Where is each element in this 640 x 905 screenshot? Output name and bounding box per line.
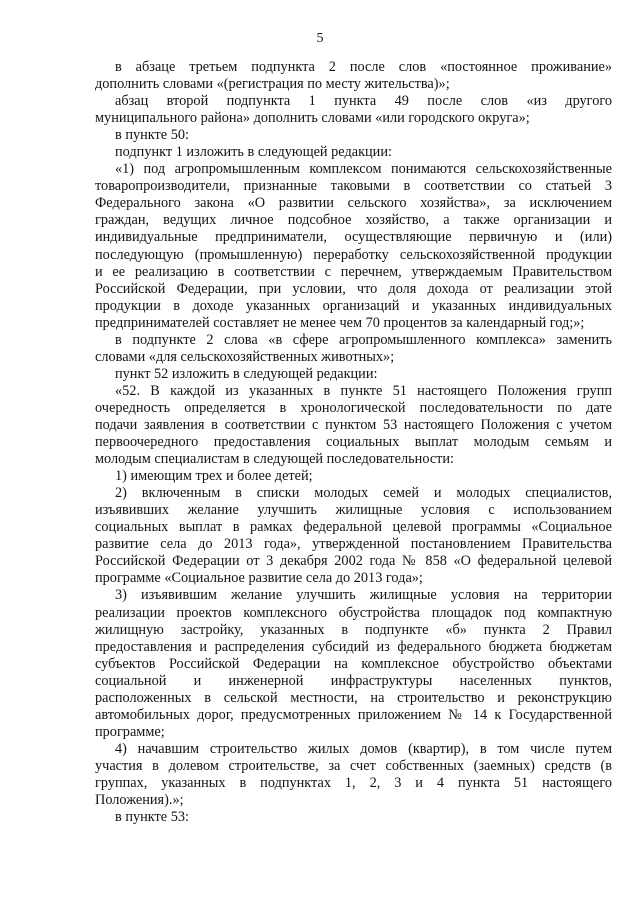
text-line: «52. В каждой из указанных в пункте 51 настоящего Положения групп (115, 382, 612, 399)
text-line: в абзаце третьем подпункта 2 после слов «постоянное проживание» (115, 59, 612, 75)
text-line: «1) под агропромышленным комплексом понимаются сельскохозяйственные (115, 161, 612, 178)
text-line: Положения).»; (95, 792, 184, 809)
text-line: дополнить словами «(регистрация по месту жительства)»; (95, 76, 450, 93)
text-line: реализации проектов комплексного обустройства площадок под компактную (95, 604, 612, 621)
text-line: социальных выплат в рамках федеральной целевой программы «Социальное (95, 519, 612, 536)
text-line: 4) начавшим строительство жилых домов (квартир), в том числе путем (115, 740, 612, 757)
text-line: абзац второй подпункта 1 пункта 49 после слов «из другого (115, 93, 612, 110)
text-line: в подпункте 2 слова «в сфере агропромышленного комплекса» заменить (115, 331, 612, 348)
document-body (95, 59, 612, 826)
text-line: развитие села до 2013 года», утвержденной постановлением Правительства (95, 536, 612, 553)
text-line: 2) включенным в списки молодых семей и молодых специалистов, (115, 485, 612, 502)
text-line: молодым специалистам в следующей последовательности: (95, 451, 455, 468)
text-line: участия в долевом строительстве, за счет собственных (заемных) средств (в (95, 757, 612, 774)
text-line: продукции в доходе указанных организаций и указанных индивидуальных (95, 297, 612, 314)
text-line: автомобильных дорог, предусмотренных приложением № 14 к Государственной (95, 706, 612, 723)
text-line: предоставления и распределения субсидий из федерального бюджета бюджетам (95, 638, 612, 655)
text-line: товаропроизводители, признанные таковыми в соответствии со статьей 3 (95, 178, 612, 195)
text-line: Федерального закона «О развитии сельского хозяйства», за исключением (95, 195, 612, 212)
text-line: пункт 52 изложить в следующей редакции: (115, 365, 378, 382)
text-line: предпринимателей составляет не менее чем 70 процентов за календарный год;»; (95, 314, 585, 331)
text-line: программе «Социальное развитие села до 2013 года»; (95, 570, 423, 587)
text-line: программе; (95, 723, 165, 740)
text-line: в пункте 50: (115, 127, 189, 144)
text-line: первоочередного предоставления социальных выплат молодым семьям и (95, 434, 612, 451)
text-line: последующую (промышленную) переработку сельскохозяйственной продукции (95, 246, 612, 263)
text-line: подачи заявления в соответствии с пунктом 53 настоящего Положения с учетом (95, 416, 612, 433)
text-line: 1) имеющим трех и более детей; (115, 468, 313, 485)
text-line: изъявивших желание улучшить жилищные условия с использованием (95, 502, 612, 519)
text-line: граждан, ведущих личное подсобное хозяйство, а также организации и (95, 212, 612, 229)
text-line: очередность определяется в хронологической последовательности по дате (95, 399, 612, 416)
text-line: словами «для сельскохозяйственных животных»; (95, 348, 395, 365)
text-line: расположенных в сельской местности, на строительство и реконструкцию (95, 689, 612, 706)
text-line: муниципального района» дополнить словами «или городского округа»; (95, 110, 530, 127)
text-line: подпункт 1 изложить в следующей редакции: (115, 144, 392, 161)
page-number: 5 (316, 31, 324, 46)
text-line: Российской Федерации, при условии, что доля дохода от реализации этой (95, 280, 612, 297)
text-line: индивидуальные предприниматели, осуществляющие первичную и (или) (95, 229, 612, 246)
text-line: группах, указанных в подпунктах 1, 2, 3 и 4 пункта 51 настоящего (95, 774, 612, 791)
text-line: жилищную застройку, указанных в подпункте «б» пункта 2 Правил (95, 621, 612, 638)
text-line: Российской Федерации от 3 декабря 2002 года № 858 «О федеральной целевой (95, 553, 612, 570)
text-line: социальной и инженерной инфраструктуры населенных пунктов, (95, 672, 612, 689)
text-line: и ее реализацию в соответствии с перечнем, утверждаемым Правительством (95, 263, 612, 280)
text-line: 3) изъявившим желание улучшить жилищные условия на территории (115, 587, 612, 604)
text-line: субъектов Российской Федерации на комплексное обустройство объектами (95, 655, 612, 672)
text-line: в пункте 53: (115, 809, 189, 826)
